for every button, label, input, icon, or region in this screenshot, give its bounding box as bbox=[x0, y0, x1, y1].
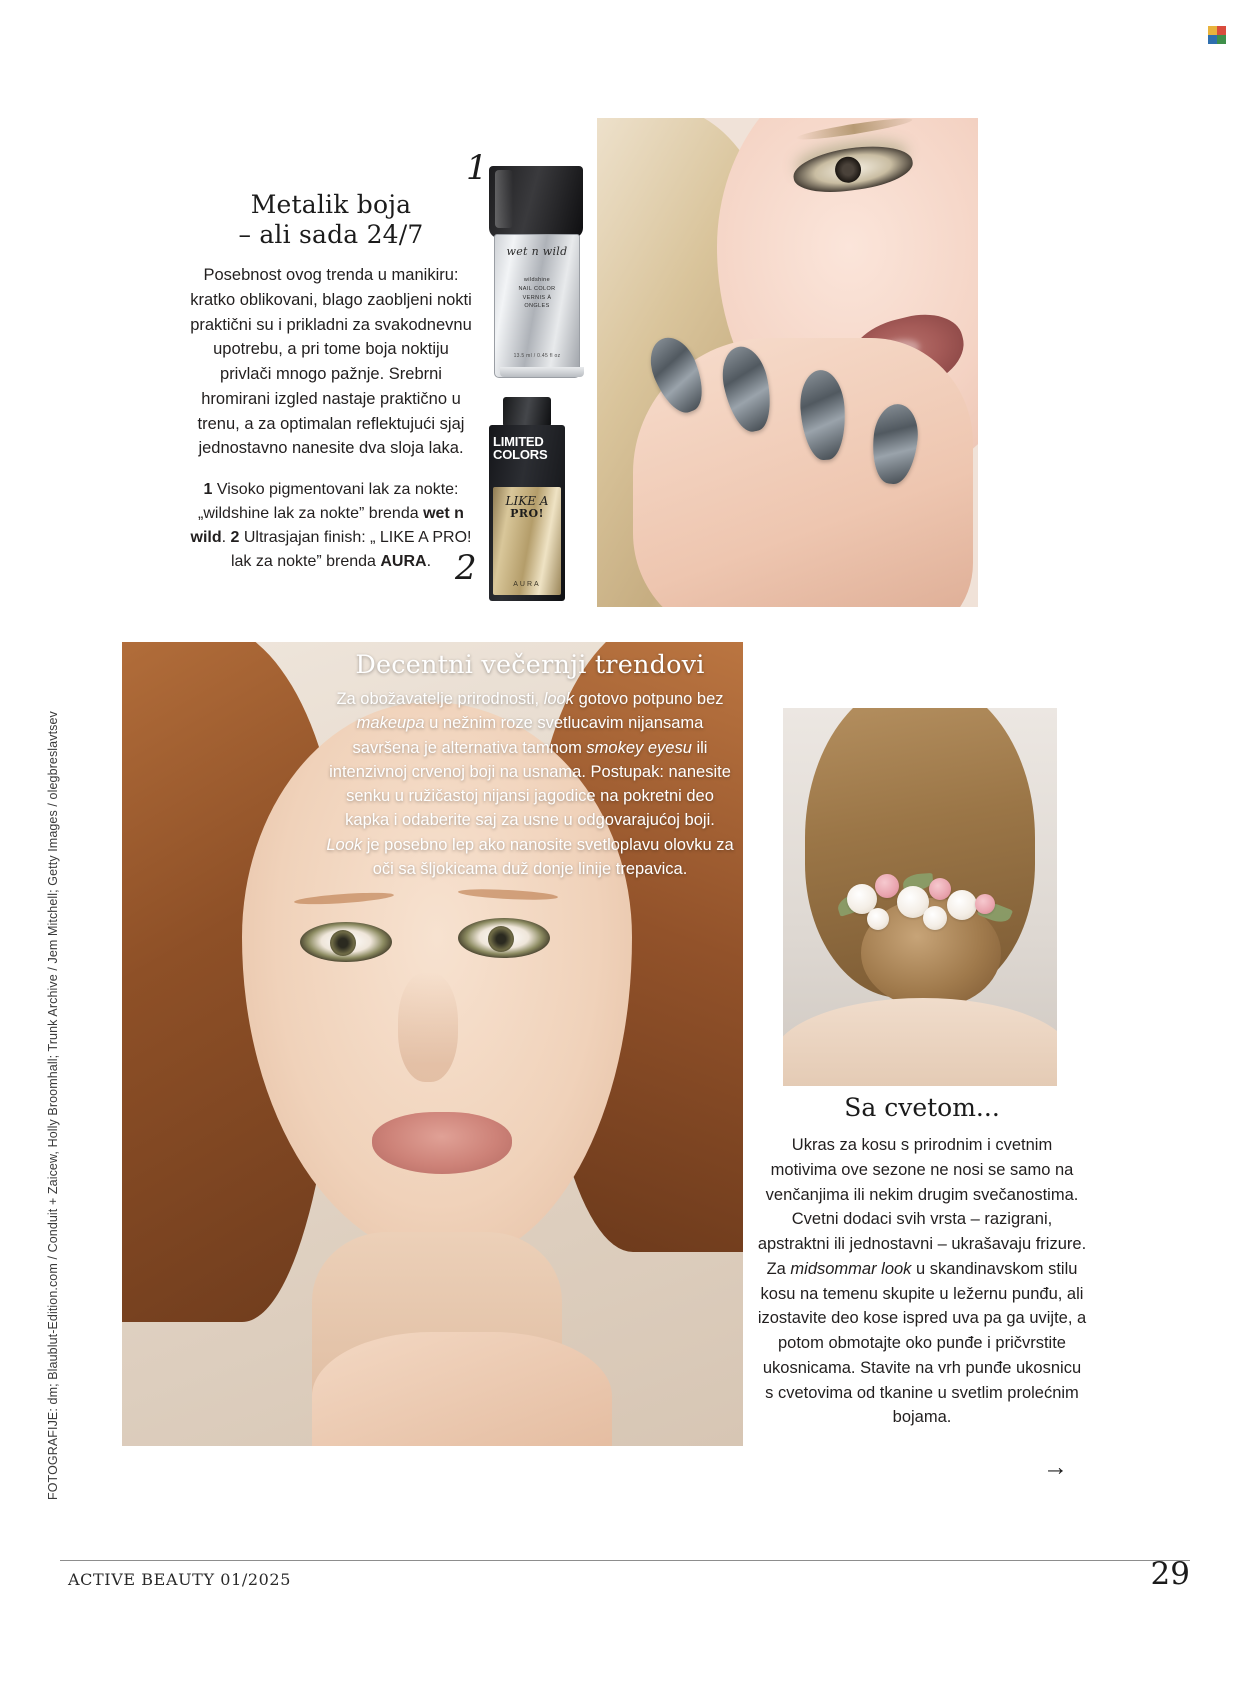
caption-text-2: Ultrasjajan finish: „ LIKE A PRO! lak za nokte” brenda bbox=[230, 529, 472, 570]
product-image-wet-n-wild bbox=[489, 166, 583, 382]
metallic-body: Posebnost ovog trenda u manikiru: kratko oblikovani, blago zaobljeni nokti praktični su i prikladni za svakodnevnu upotrebu, a pri tome boja noktiju privlači mnogo pažnje. Srebrni hromirani izgled nastaje praktično u trenu, a za optimalan reflektujući sjaj jednostavno nanesite dva sloja laka. bbox=[190, 266, 472, 458]
aura-bottle-cap bbox=[503, 397, 551, 427]
caption-separator: . bbox=[221, 529, 231, 546]
product-1-sub bbox=[501, 276, 573, 311]
aura-limited-line2: COLORS bbox=[493, 447, 548, 463]
footer-divider bbox=[60, 1560, 1190, 1561]
bottle-body bbox=[494, 234, 580, 378]
aura-bottle-body bbox=[489, 425, 565, 601]
bottle-base bbox=[500, 367, 584, 377]
metallic-heading-line2: – ali sada 24/7 bbox=[238, 219, 424, 249]
metallic-article bbox=[186, 190, 476, 574]
aura-like-line1: LIKE A bbox=[505, 494, 549, 508]
evening-trends-body bbox=[325, 687, 735, 881]
evening-text-2: gotovo potpuno bez bbox=[574, 690, 724, 708]
caption-end: . bbox=[426, 553, 432, 570]
evening-text-4: ili intenzivnoj crvenoj boji na usnama. Postupak: nanesite senku u ružičastoj nijansi jagodice na pokretni deo kapka i odaberite saj za usne u odgovarajućoj boji. bbox=[329, 738, 731, 830]
metallic-caption bbox=[186, 478, 476, 574]
product-1-sub-4: ONGLES bbox=[524, 303, 550, 310]
flower-body bbox=[757, 1133, 1087, 1430]
printers-color-mark bbox=[1208, 26, 1226, 44]
caption-number-1: 1 bbox=[203, 481, 213, 498]
flower-text-2: u skandinavskom stilu kosu na temenu skupite u ležernu punđu, ali izostavite deo kose ispred uva pa ga uvijte, a potom obmotajte oko punđe i pričvrstite ukosnicama. Stavite na vrh punđe ukosnicu s cvetovima od tkanine u svetlim prolećnim bojama. bbox=[757, 1259, 1087, 1427]
evening-em-1: look bbox=[543, 690, 574, 708]
evening-text-5: je posebno lep ako nanosite svetloplavu olovku za oči sa šljokicama duž donje linije trepavica. bbox=[362, 835, 734, 878]
page-number: 29 bbox=[1150, 1556, 1190, 1592]
product-numeral-1: 1 bbox=[466, 148, 488, 188]
metallic-heading-line1: Metalik boja bbox=[250, 190, 412, 219]
evening-text-1: Za obožavatelje prirodnosti, bbox=[336, 690, 544, 708]
caption-brand-2: AURA bbox=[380, 553, 427, 570]
aura-limited-line1: LIMITED bbox=[493, 434, 544, 449]
flower-em-1: midsommar look bbox=[790, 1259, 912, 1278]
product-1-sub-1: wildshine bbox=[523, 277, 551, 283]
evening-em-2: makeupa bbox=[356, 714, 425, 733]
next-page-arrow-icon[interactable]: → bbox=[1043, 1453, 1068, 1481]
evening-em-3: smokey eyesu bbox=[586, 738, 692, 757]
product-1-brand: wet n wild bbox=[506, 245, 568, 258]
footer-publication: ACTIVE BEAUTY 01/2025 bbox=[68, 1570, 291, 1589]
product-image-aura bbox=[489, 397, 565, 607]
metallic-heading bbox=[186, 190, 476, 249]
caption-text-1: Visoko pigmentovani lak za nokte: „wildshine lak za nokte” brenda bbox=[198, 481, 459, 522]
evening-trends-heading: Decentni večernji trendovi bbox=[355, 650, 705, 680]
flower-article bbox=[757, 1093, 1087, 1430]
evening-text-3: u nežnim roze svetlucavim nijansama savršena je alternativa tamnom bbox=[352, 714, 704, 757]
aura-like-line2: PRO! bbox=[510, 507, 544, 520]
photo-credit-text: FOTOGRAFIJE: dm; Blaublut-Edition.com / Conduit + Zaicew, Holly Broomhall; Trunk Archive / Jem Mitchell; Getty Images / olegbreslavtsev bbox=[46, 711, 60, 1500]
beauty-closeup-photo bbox=[597, 118, 978, 607]
product-numeral-2: 2 bbox=[455, 548, 477, 588]
bottle-label bbox=[501, 245, 573, 311]
aura-limited-label bbox=[493, 435, 561, 462]
product-1-volume: 13.5 ml / 0.45 fl oz bbox=[513, 353, 561, 359]
flower-bun-photo bbox=[783, 708, 1057, 1086]
product-1-sub-3: VERNIS À bbox=[522, 294, 552, 301]
bottle-cap bbox=[489, 166, 583, 238]
aura-gold-panel bbox=[493, 487, 561, 595]
photo-credit bbox=[46, 600, 60, 1500]
evening-trends-article bbox=[325, 650, 735, 881]
evening-em-4: Look bbox=[326, 835, 363, 854]
product-1-sub-2: NAIL COLOR bbox=[518, 285, 556, 292]
caption-brand-1: wet n wild bbox=[190, 505, 464, 546]
flower-heading: Sa cvetom... bbox=[844, 1093, 1000, 1122]
flower-text-1: Ukras za kosu s prirodnim i cvetnim motivima ove sezone ne nosi se samo na venčanjima ili nekim drugim svečanostima. Cvetni dodaci svih vrsta – razigrani, apstraktni ili jednostavni – ukrašavaju frizure. Za bbox=[757, 1136, 1087, 1278]
aura-like-text bbox=[493, 495, 561, 519]
aura-brand: AURA bbox=[513, 581, 541, 588]
caption-number-2: 2 bbox=[230, 529, 240, 546]
